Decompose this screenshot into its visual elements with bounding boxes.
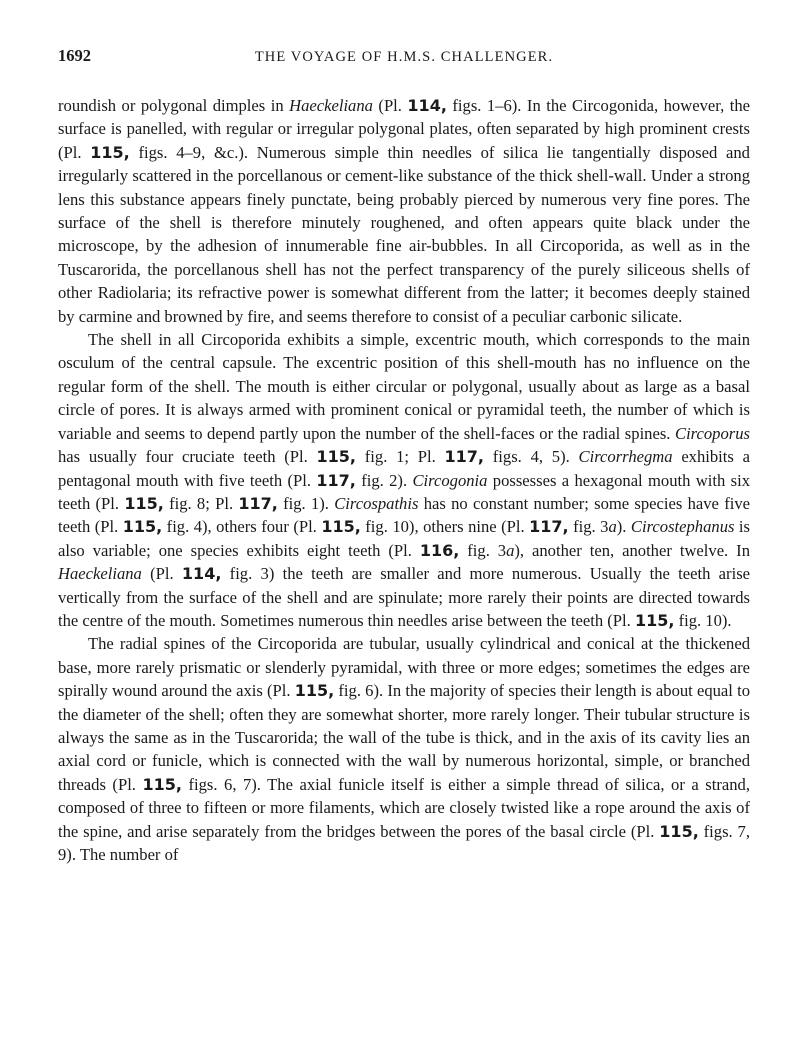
paragraph-1: roundish or polygonal dimples in Haeckeliana (Pl. 114, figs. 1–6). In the Circogonida, however, the surface is panelled, with regular or irregular polygonal plates, often separated by high prominent crests (Pl. 115, figs. 4–9, &c.). Numerous simple thin needles of silica lie tangentially disposed and irregularly scattered in the porcellanous or cement-like substance of the thick shell-wall. Under a strong lens this substance appears finely punctate, being probably pierced by numerous very fine pores. The surface of the shell is therefore minutely roughened, and often appears quite black under the microscope, by the adhesion of innumerable fine air-bubbles. In all Circoporida, as well as in the Tuscarorida, the porcellanous shell has not the perfect transparency of the purely siliceous shells of other Radiolaria; its refractive power is somewhat different from the latter; it becomes deeply stained by carmine and browned by fire, and seems therefore to consist of a peculiar carbonic silicate. [58,96,750,326]
paragraph-2: The shell in all Circoporida exhibits a simple, excentric mouth, which corresponds to the main osculum of the central capsule. The excentric position of this shell-mouth has no influence on the regular form of the shell. The mouth is either circular or polygonal, usually about as large as a basal circle of pores. It is always armed with prominent conical or pyramidal teeth, the number of which is variable and seems to depend partly upon the number of the shell-faces or the radial spines. Circoporus has usually four cruciate teeth (Pl. 115, fig. 1; Pl. 117, figs. 4, 5). Circorrhegma exhibits a pentagonal mouth with five teeth (Pl. 117, fig. 2). Circogonia possesses a hexagonal mouth with six teeth (Pl. 115, fig. 8; Pl. 117, fig. 1). Circospathis has no constant number; some species have five teeth (Pl. 115, fig. 4), others four (Pl. 115, fig. 10), others nine (Pl. 117, fig. 3a). Circostephanus is also variable; one species exhibits eight teeth (Pl. 116, fig. 3a), another ten, another twelve. In Haeckeliana (Pl. 114, fig. 3) the teeth are smaller and more numerous. Usually the teeth arise vertically from the surface of the shell and are spinulate; more rarely their points are directed towards the centre of the mouth. Sometimes numerous thin needles arise between the teeth (Pl. 115, fig. 10). [58,330,751,630]
paragraph-3: The radial spines of the Circoporida are tubular, usually cylindrical and conical at the thickened base, more rarely prismatic or slenderly pyramidal, with three or more edges; sometimes the edges are spirally wound around the axis (Pl. 115, fig. 6). In the majority of species their length is about equal to the diameter of the shell; often they are somewhat shorter, more rarely longer. Their tubular structure is always the same as in the Tuscarorida; the wall of the tube is thick, and in the axis of its cavity lies an axial cord or funicle, which is connected with the wall by numerous horizontal, simple, or branched threads (Pl. 115, figs. 6, 7). The axial funicle itself is either a simple thread of silica, or a strand, composed of three to fifteen or more filaments, which are closely twisted like a rope around the axis of the spine, and arise separately from the bridges between the pores of the basal circle (Pl. 115, figs. 7, 9). The number of [58,634,751,864]
body-text [58,94,750,866]
page-number: 1692 [58,46,91,65]
page-header [58,46,750,70]
running-title: THE VOYAGE OF H.M.S. CHALLENGER. [254,49,554,65]
